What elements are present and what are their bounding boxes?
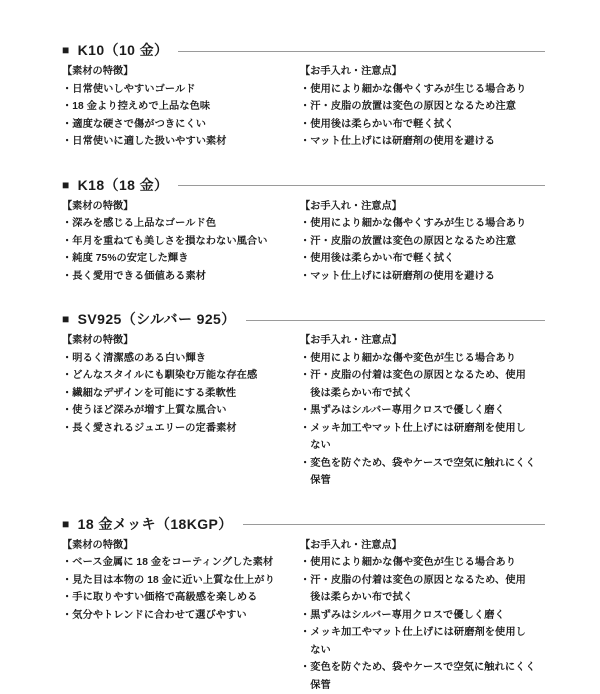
feature-item: ・長く愛されるジュエリーの定番素材 xyxy=(62,420,294,438)
care-list xyxy=(300,350,536,490)
section-columns xyxy=(62,332,532,490)
section-columns xyxy=(62,537,532,694)
features-column xyxy=(62,332,294,490)
care-column xyxy=(300,63,536,151)
feature-item: ・日常使いしやすいゴールド xyxy=(62,81,294,99)
features-list xyxy=(62,554,294,624)
care-item: ・黒ずみはシルバー専用クロスで優しく磨く xyxy=(300,402,536,420)
care-item: ・汗・皮脂の放置は変色の原因となるため注意 xyxy=(300,98,536,116)
care-item: ・変色を防ぐため、袋やケースで空気に触れにくく保管 xyxy=(300,455,536,490)
features-list xyxy=(62,81,294,151)
section-columns xyxy=(62,63,532,151)
material-section-18kgp xyxy=(62,514,545,694)
feature-item: ・見た目は本物の 18 金に近い上質な仕上がり xyxy=(62,572,294,590)
care-item: ・マット仕上げには研磨剤の使用を避ける xyxy=(300,133,536,151)
feature-item: ・長く愛用できる価値ある素材 xyxy=(62,268,294,286)
section-header xyxy=(62,309,545,329)
square-bullet-icon: ■ xyxy=(62,309,70,329)
care-item: ・メッキ加工やマット仕上げには研磨剤を使用しない xyxy=(300,624,536,659)
care-item: ・使用により細かな傷や変色が生じる場合あり xyxy=(300,350,536,368)
square-bullet-icon: ■ xyxy=(62,40,70,60)
feature-item: ・どんなスタイルにも馴染む万能な存在感 xyxy=(62,367,294,385)
care-item: ・使用により細かな傷やくすみが生じる場合あり xyxy=(300,81,536,99)
care-item: ・使用後は柔らかい布で軽く拭く xyxy=(300,116,536,134)
features-label: 【素材の特徴】 xyxy=(62,537,294,555)
section-columns xyxy=(62,198,532,286)
features-column xyxy=(62,537,294,694)
feature-item: ・繊細なデザインを可能にする柔軟性 xyxy=(62,385,294,403)
square-bullet-icon: ■ xyxy=(62,175,70,195)
care-label: 【お手入れ・注意点】 xyxy=(300,63,536,81)
material-section-sv925 xyxy=(62,309,545,490)
square-bullet-icon: ■ xyxy=(62,514,70,534)
feature-item: ・気分やトレンドに合わせて選びやすい xyxy=(62,607,294,625)
feature-item: ・使うほど深みが増す上質な風合い xyxy=(62,402,294,420)
care-item: ・汗・皮脂の付着は変色の原因となるため、使用後は柔らかい布で拭く xyxy=(300,572,536,607)
care-item: ・マット仕上げには研磨剤の使用を避ける xyxy=(300,268,536,286)
feature-item: ・純度 75%の安定した輝き xyxy=(62,250,294,268)
section-header xyxy=(62,514,545,534)
care-item: ・使用により細かな傷やくすみが生じる場合あり xyxy=(300,215,536,233)
care-column xyxy=(300,537,536,694)
care-label: 【お手入れ・注意点】 xyxy=(300,537,536,555)
care-list xyxy=(300,81,536,151)
feature-item: ・18 金より控えめで上品な色味 xyxy=(62,98,294,116)
header-rule xyxy=(178,51,545,52)
care-item: ・汗・皮脂の放置は変色の原因となるため注意 xyxy=(300,233,536,251)
section-title: K10（10 金） xyxy=(78,40,169,60)
features-column xyxy=(62,198,294,286)
features-label: 【素材の特徴】 xyxy=(62,63,294,81)
care-column xyxy=(300,198,536,286)
care-item: ・変色を防ぐため、袋やケースで空気に触れにくく保管 xyxy=(300,659,536,694)
care-label: 【お手入れ・注意点】 xyxy=(300,332,536,350)
section-title: SV925（シルバー 925） xyxy=(78,309,236,329)
care-list xyxy=(300,554,536,694)
features-label: 【素材の特徴】 xyxy=(62,198,294,216)
feature-item: ・深みを感じる上品なゴールド色 xyxy=(62,215,294,233)
care-list xyxy=(300,215,536,285)
features-list xyxy=(62,215,294,285)
header-rule xyxy=(243,524,545,525)
care-item: ・黒ずみはシルバー専用クロスで優しく磨く xyxy=(300,607,536,625)
care-item: ・使用により細かな傷や変色が生じる場合あり xyxy=(300,554,536,572)
features-list xyxy=(62,350,294,438)
feature-item: ・適度な硬さで傷がつきにくい xyxy=(62,116,294,134)
section-header xyxy=(62,40,545,60)
care-item: ・使用後は柔らかい布で軽く拭く xyxy=(300,250,536,268)
material-section-k10 xyxy=(62,40,545,151)
features-column xyxy=(62,63,294,151)
section-title: K18（18 金） xyxy=(78,175,169,195)
care-item: ・汗・皮脂の付着は変色の原因となるため、使用後は柔らかい布で拭く xyxy=(300,367,536,402)
header-rule xyxy=(246,320,545,321)
care-column xyxy=(300,332,536,490)
feature-item: ・日常使いに適した扱いやすい素材 xyxy=(62,133,294,151)
care-label: 【お手入れ・注意点】 xyxy=(300,198,536,216)
section-title: 18 金メッキ（18KGP） xyxy=(78,514,233,534)
feature-item: ・手に取りやすい価格で高級感を楽しめる xyxy=(62,589,294,607)
feature-item: ・ベース金属に 18 金をコーティングした素材 xyxy=(62,554,294,572)
features-label: 【素材の特徴】 xyxy=(62,332,294,350)
section-header xyxy=(62,175,545,195)
header-rule xyxy=(178,185,545,186)
care-item: ・メッキ加工やマット仕上げには研磨剤を使用しない xyxy=(300,420,536,455)
material-section-k18 xyxy=(62,175,545,286)
feature-item: ・明るく清潔感のある白い輝き xyxy=(62,350,294,368)
feature-item: ・年月を重ねても美しさを損なわない風合い xyxy=(62,233,294,251)
